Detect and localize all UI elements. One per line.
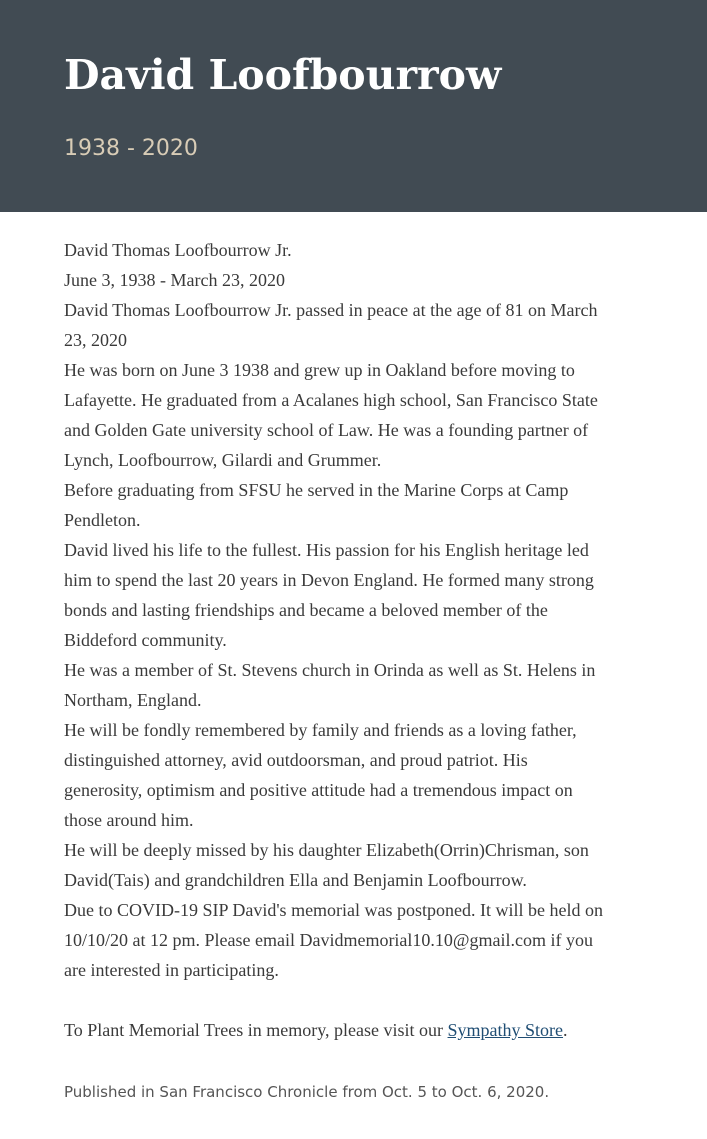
obituary-line: He will be fondly remembered by family and friends as a loving father, — [64, 720, 577, 740]
publication-note: Published in San Francisco Chronicle from Oct. 5 to Oct. 6, 2020. — [64, 1083, 550, 1101]
obituary-line: Pendleton. — [64, 510, 141, 530]
deceased-name: David Loofbourrow — [64, 51, 502, 99]
obituary-line: He was born on June 3 1938 and grew up in Oakland before moving to — [64, 360, 575, 380]
obituary-line: Biddeford community. — [64, 630, 227, 650]
obituary-line: He was a member of St. Stevens church in Orinda as well as St. Helens in — [64, 660, 596, 680]
obituary-line: him to spend the last 20 years in Devon England. He formed many strong — [64, 570, 594, 590]
obituary-line: David(Tais) and grandchildren Ella and Benjamin Loofbourrow. — [64, 870, 527, 890]
obituary-line: He will be deeply missed by his daughter Elizabeth(Orrin)Chrisman, son — [64, 840, 589, 860]
obituary-header — [0, 0, 707, 212]
obituary-line: 23, 2020 — [64, 330, 127, 350]
life-years: 1938 - 2020 — [64, 136, 198, 161]
obituary-line: June 3, 1938 - March 23, 2020 — [64, 270, 285, 290]
obituary-line: and Golden Gate university school of Law. He was a founding partner of — [64, 420, 589, 440]
obituary-line: Lynch, Loofbourrow, Gilardi and Grummer. — [64, 450, 382, 470]
obituary-line: are interested in participating. — [64, 960, 279, 980]
sympathy-store-link[interactable]: Sympathy Store — [447, 1020, 564, 1040]
obituary-line: David Thomas Loofbourrow Jr. passed in peace at the age of 81 on March — [64, 300, 598, 320]
obituary-line: distinguished attorney, avid outdoorsman, and proud patriot. His — [64, 750, 528, 770]
memorial-trees-text — [64, 1015, 664, 1045]
obituary-line: David lived his life to the fullest. His passion for his English heritage led — [64, 540, 589, 560]
obituary-content — [0, 212, 664, 1102]
paragraph-gap — [64, 985, 664, 1015]
memorial-trees-suffix: . — [563, 1020, 568, 1040]
obituary-line: Northam, England. — [64, 690, 202, 710]
memorial-trees-prefix: To Plant Memorial Trees in memory, please visit our — [64, 1020, 448, 1040]
obituary-line: 10/10/20 at 12 pm. Please email Davidmemorial10.10@gmail.com if you — [64, 930, 593, 950]
obituary-line: Due to COVID-19 SIP David's memorial was postponed. It will be held on — [64, 900, 604, 920]
obituary-line: bonds and lasting friendships and became a beloved member of the — [64, 600, 548, 620]
obituary-line: those around him. — [64, 810, 194, 830]
obituary-line: generosity, optimism and positive attitude had a tremendous impact on — [64, 780, 573, 800]
obituary-line: Before graduating from SFSU he served in the Marine Corps at Camp — [64, 480, 569, 500]
obituary-text — [64, 235, 664, 1102]
obituary-line: Lafayette. He graduated from a Acalanes high school, San Francisco State — [64, 390, 598, 410]
obituary-line: David Thomas Loofbourrow Jr. — [64, 240, 292, 260]
